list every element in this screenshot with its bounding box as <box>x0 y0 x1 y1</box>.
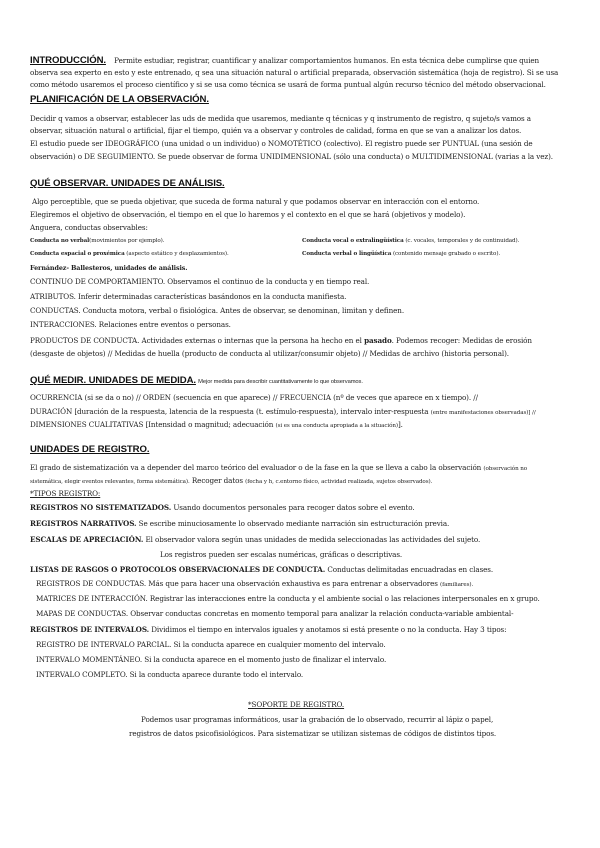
intro-line-2: observa sea experto en esto y este entrenado, q sea una situación natural o artificial preparada, observación sistemática (hoja de registro). Si se usa <box>30 68 559 77</box>
unidad-continuo: CONTINUO DE COMPORTAMIENTO. Observamos el continuo de la conducta y en tiempo real. <box>30 277 370 286</box>
listas-rasgos-text: Conductas delimitadas encuadradas en clases. <box>327 565 494 574</box>
unidad-atributos: ATRIBUTOS. Inferir determinadas características basándonos en la conducta manifiesta. <box>30 292 347 301</box>
soporte-heading: *SOPORTE DE REGISTRO. <box>248 700 345 709</box>
registro-text-2c: (fecha y h, c.entorno físico, actividad realizada, sujetos observados). <box>245 479 433 485</box>
unidad-productos <box>30 336 532 346</box>
intro-heading: INTRODUCCIÓN. <box>30 55 106 66</box>
duracion-text: DURACIÓN [duración de la respuesta, latencia de la respuesta (t. estímulo-respuesta), intervalo inter-respuesta <box>30 407 429 416</box>
intro-line-1 <box>30 56 539 66</box>
planif-line-2: observar, situación natural o artificial, fijar el tiempo, quién va a observar y controles de calidad, forma en que se van a analizar los datos. <box>30 126 522 135</box>
registro-text-1: El grado de sistematización va a depender del marco teórico del evaluador o de la fase en la que se lleva a cabo la observación <box>30 463 482 472</box>
planif-line-1: Decidir q vamos a observar, establecer las uds de medida que usaremos, mediante q técnicas y q instrumento de registro, q sujeto/s vamos a <box>30 114 531 123</box>
conducta-no-verbal-text: (movimientos por ejemplo). <box>89 238 165 244</box>
soporte-line-2: registros de datos psicofisiológicos. Para sistematizar se utilizan sistemas de códigos de distintos tipos. <box>129 729 497 738</box>
conducta-verbal-text: (contenido mensaje grabado o escrito). <box>392 251 501 257</box>
registros-intervalos-label: REGISTROS DE INTERVALOS. <box>30 625 150 634</box>
registros-conductas <box>36 579 473 590</box>
conducta-espacial-text: (aspecto estático y desplazamientos). <box>126 251 229 257</box>
que-line-3: Anguera, conductas observables: <box>30 223 148 232</box>
dimensiones-small: (si es una conducta apropiada a la situación) <box>275 423 398 429</box>
conducta-espacial-label: Conducta espacial o proxémica <box>30 251 125 257</box>
registro-narrativos-text: Se escribe minuciosamente lo observado mediante narración sin estructuración previa. <box>138 519 450 528</box>
registro-narrativos-label: REGISTROS NARRATIVOS. <box>30 519 137 528</box>
registros-conductas-small: (familiares). <box>440 582 474 588</box>
intervalo-parcial: REGISTRO DE INTERVALO PARCIAL. Si la conducta aparece en cualquier momento del intervalo. <box>36 640 386 649</box>
intervalo-momentaneo: INTERVALO MOMENTÁNEO. Si la conducta aparece en el momento justo de finalizar el intervalo. <box>36 655 387 664</box>
escalas-apreciacion <box>30 535 480 545</box>
intro-line-3: como método usaremos el proceso científico y si se usa como técnica se usará de forma puntual algún recurso técnico del método observacional. <box>30 80 546 89</box>
conducta-verbal-label: Conducta verbal o lingüística <box>302 251 392 257</box>
conducta-vocal <box>302 236 519 246</box>
listas-rasgos-label: LISTAS DE RASGOS O PROTOCOLOS OBSERVACIONALES DE CONDUCTA. <box>30 565 326 574</box>
medir-line-3 <box>30 420 403 431</box>
conducta-vocal-text: (c. vocales, temporales y de continuidad). <box>405 238 520 244</box>
escalas-tipos: Los registros pueden ser escalas numéricas, gráficas o descriptivas. <box>160 550 403 559</box>
planif-line-4: observación) o DE SEGUIMIENTO. Se puede observar de forma UNIDIMENSIONAL (sólo una conducta) o MULTIDIMENSIONAL (varias a la vez). <box>30 152 553 161</box>
registro-no-sistematizados-text: Usando documentos personales para recoger datos sobre el evento. <box>173 503 415 512</box>
fernandez-ballesteros: Fernández- Ballesteros, unidades de análisis. <box>30 264 188 272</box>
unidad-conductas: CONDUCTAS. Conducta motora, verbal o fisiológica. Antes de observar, se denominan, limitan y definen. <box>30 306 405 315</box>
registro-no-sistematizados-label: REGISTROS NO SISTEMATIZADOS. <box>30 503 172 512</box>
registros-conductas-text: REGISTROS DE CONDUCTAS. Más que para hacer una observación exhaustiva es para entrenar a observadores <box>36 579 438 588</box>
registros-intervalos-text: Dividimos el tiempo en intervalos iguales y anotamos si está presente o no la conducta. Hay 3 tipos: <box>151 625 507 634</box>
conducta-verbal <box>302 249 500 259</box>
tipos-registro: *TIPOS REGISTRO: <box>30 489 101 498</box>
dimensiones-end: ]. <box>397 420 403 429</box>
que-line-1: Algo perceptible, que se pueda objetivar, que suceda de forma natural y que podamos observar en interacción con el entorno. <box>32 197 480 206</box>
unidad-interacciones: INTERACCIONES. Relaciones entre eventos o personas. <box>30 320 231 329</box>
medir-line-2 <box>30 407 536 418</box>
medir-line <box>30 376 363 387</box>
productos-pasado: pasado <box>364 336 392 345</box>
soporte-line-1: Podemos usar programas informáticos, usar la grabación de lo observado, recurrir al lápiz o papel, <box>141 715 494 724</box>
que-line-2: Elegiremos el objetivo de observación, el tiempo en el que lo haremos y el contexto en el que se hará (objetivos y modelo). <box>30 210 466 219</box>
registros-intervalos <box>30 625 506 635</box>
medir-line-1: OCURRENCIA (si se da o no) // ORDEN (secuencia en que aparece) // FRECUENCIA (nº de veces que aparece en x tiempo). // <box>30 393 478 402</box>
conducta-vocal-label: Conducta vocal o extralingüística <box>302 238 404 244</box>
registro-line-1 <box>30 463 527 474</box>
registro-text-1-small: (observación no <box>483 466 528 472</box>
registro-heading: UNIDADES DE REGISTRO. <box>30 444 150 455</box>
escalas-apreciacion-label: ESCALAS DE APRECIACIÓN. <box>30 535 144 544</box>
mapas-conductas: MAPAS DE CONDUCTAS. Observar conductas concretas en momento temporal para analizar la relación conducta-variable ambiental- <box>36 609 514 618</box>
registro-text-2a: sistemática, elegir eventos relevantes, forma sistemática). <box>30 479 190 485</box>
matrices-interaccion: MATRICES DE INTERACCIÓN. Registrar las interacciones entre la conducta y el ambiente social o las relaciones interpersonales en x grupo. <box>36 594 540 603</box>
conducta-no-verbal-label: Conducta no verbal <box>30 238 90 244</box>
registro-text-2b: Recoger datos <box>191 476 243 485</box>
que-heading: QUÉ OBSERVAR. UNIDADES DE ANÁLISIS. <box>30 178 225 189</box>
planif-line-3: El estudio puede ser IDEOGRÁFICO (una unidad o un individuo) o NOMOTÉTICO (colectivo). El registro puede ser PUNTUAL (una sesión de <box>30 139 533 148</box>
conducta-no-verbal <box>30 236 164 246</box>
productos-medidas: (desgaste de objetos) // Medidas de huella (producto de conducta al utilizar/consumir objeto) // Medidas de archivo (historia personal). <box>30 349 509 358</box>
dimensiones-text: DIMENSIONES CUALITATIVAS [Intensidad o magnitud; adecuación <box>30 420 274 429</box>
medir-subtitle: Mejor medida para describir cuantitativamente lo que observamos. <box>198 379 363 385</box>
duracion-small: (entre manifestaciones observadas)] // <box>430 410 536 416</box>
medir-heading: QUÉ MEDIR. UNIDADES DE MEDIDA. <box>30 375 196 386</box>
listas-rasgos <box>30 565 493 575</box>
registro-no-sistematizados <box>30 503 415 513</box>
registro-narrativos <box>30 519 449 529</box>
conducta-espacial <box>30 249 229 259</box>
intro-text-1: Permite estudiar, registrar, cuantificar y analizar comportamientos humanos. En esta técnica debe cumplirse que quien <box>114 56 540 65</box>
productos-text-a: PRODUCTOS DE CONDUCTA. Actividades externas o internas que la persona ha hecho en el <box>30 336 362 345</box>
planif-heading: PLANIFICACIÓN DE LA OBSERVACIÓN. <box>30 94 209 105</box>
registro-line-2 <box>30 476 432 487</box>
escalas-apreciacion-text: El observador valora según unas unidades de medida seleccionadas las actividades del sujeto. <box>145 535 481 544</box>
intervalo-completo: INTERVALO COMPLETO. Si la conducta aparece durante todo el intervalo. <box>36 670 304 679</box>
productos-text-c: . Podemos recoger: Medidas de erosión <box>391 336 532 345</box>
